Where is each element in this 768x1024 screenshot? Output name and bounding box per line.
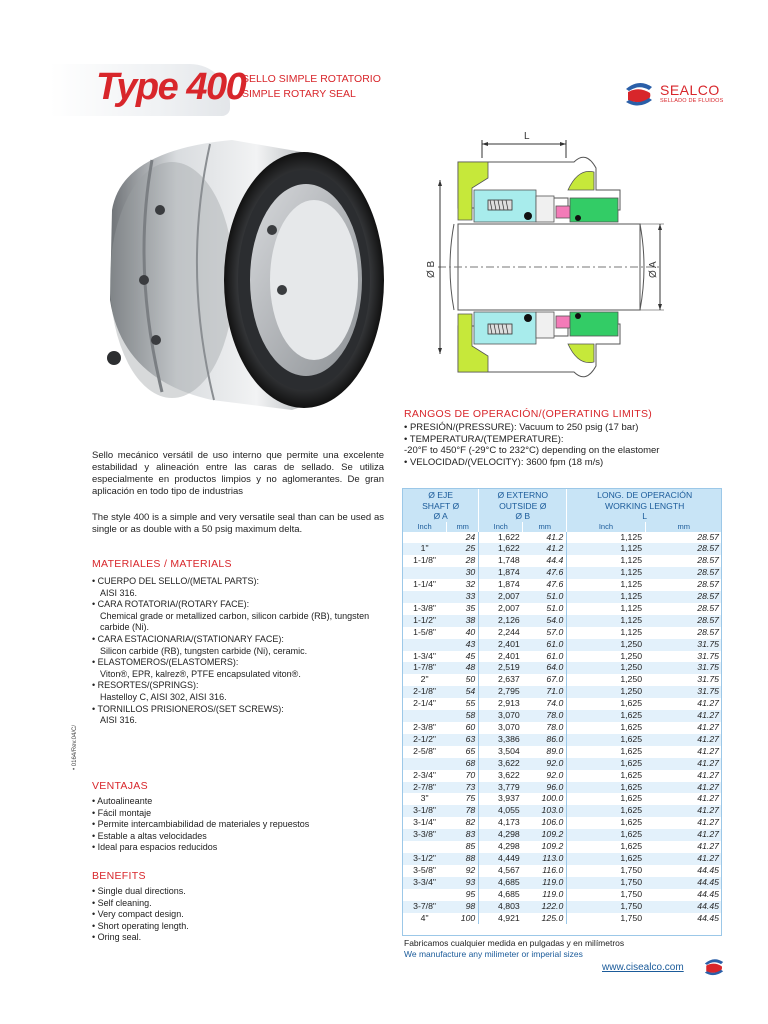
table-cell: 41.27 — [645, 829, 722, 841]
table-cell: 1,625 — [567, 710, 645, 722]
materials-item-label: • TORNILLOS PRISIONEROS/(SET SCREWS): — [92, 703, 284, 714]
table-cell: 1,250 — [567, 674, 645, 686]
list-item: • Single dual directions. — [92, 886, 186, 896]
list-item: • Oring seal. — [92, 932, 142, 943]
table-cell: 41.27 — [697, 769, 719, 780]
table-cell: 1,625 — [567, 758, 645, 770]
table-cell: 40 — [465, 626, 476, 637]
table-cell: 1,125 — [567, 603, 645, 615]
footer-note-es: Fabricamos cualquier medida en pulgadas y en milímetros — [404, 938, 625, 948]
table-cell: 63 — [447, 734, 479, 746]
table-cell: 1,625 — [567, 793, 645, 805]
table-cell: 3-1/8" — [403, 805, 447, 817]
table-cell: 44.45 — [645, 901, 722, 913]
table-row — [403, 793, 723, 805]
table-cell: 1,625 — [567, 722, 645, 734]
table-cell: 2-7/8" — [403, 782, 447, 794]
table-cell: 57.0 — [546, 626, 564, 637]
list-item: • Fácil montaje — [92, 807, 152, 818]
table-cell: 78.0 — [546, 722, 564, 732]
list-item: • Self cleaning. — [92, 897, 152, 908]
table-cell: 1,125 — [567, 615, 645, 627]
unit-cell: mm — [447, 522, 479, 532]
table-cell: 38 — [447, 615, 479, 627]
table-cell: 2,126 — [479, 615, 523, 627]
table-row — [403, 710, 723, 722]
table-cell: 2-1/4" — [413, 698, 437, 709]
table-cell: 2-3/4" — [413, 769, 437, 780]
brand-name: SEALCO — [660, 82, 720, 98]
table-cell: 41.27 — [697, 698, 719, 709]
table-cell: 50 — [465, 674, 476, 685]
materials-item-detail: AISI 316. — [100, 587, 138, 598]
table-cell: 41.2 — [546, 531, 564, 542]
table-cell: 122.0 — [523, 901, 567, 913]
unit-cell: mm — [645, 522, 722, 532]
table-cell: 41.27 — [697, 722, 719, 732]
table-row — [403, 889, 723, 901]
table-cell: 41.27 — [645, 710, 722, 722]
table-cell: 41.27 — [645, 853, 722, 865]
table-cell: 4,685 — [479, 889, 523, 901]
table-cell: 65 — [465, 745, 476, 756]
table-cell: 28 — [465, 555, 476, 566]
benefits-heading: BENEFITS — [92, 870, 146, 882]
table-cell: 2,795 — [479, 686, 523, 698]
table-cell: 2,519 — [479, 662, 523, 674]
table-row — [403, 877, 723, 889]
table-cell: 98 — [447, 901, 479, 913]
table-cell: 1,750 — [567, 877, 645, 889]
table-cell: 1,874 — [479, 579, 523, 591]
table-cell: 75 — [465, 793, 476, 804]
list-item: • TEMPERATURA/(TEMPERATURE): — [404, 433, 564, 445]
operating-limits-heading: RANGOS DE OPERACIÓN/(OPERATING LIMITS) — [404, 408, 653, 420]
table-row — [403, 841, 723, 853]
table-cell: 28.57 — [697, 531, 719, 542]
list-item: • Estable a altas velocidades — [92, 830, 207, 841]
table-cell: 1-5/8" — [413, 626, 437, 637]
table-cell: 31.75 — [645, 639, 722, 651]
list-item: • Ideal para espacios reducidos — [92, 842, 218, 853]
table-cell: 88 — [447, 853, 479, 865]
header-working-length: LONG. DE OPERACIÓN WORKING LENGTH L — [567, 488, 722, 522]
table-row — [403, 686, 723, 698]
table-cell: 41.27 — [697, 841, 719, 852]
table-cell: 95 — [465, 888, 476, 899]
table-cell: 1,622 — [479, 532, 523, 544]
table-cell: 28.57 — [697, 626, 719, 637]
table-cell: 60 — [465, 722, 476, 732]
table-cell: 2,007 — [479, 603, 523, 615]
table-cell: 125.0 — [541, 912, 564, 923]
table-cell: 61.0 — [546, 650, 564, 661]
benefits-list — [92, 886, 384, 944]
table-cell: 78 — [447, 805, 479, 817]
table-row — [403, 627, 723, 639]
list-item: • Short operating length. — [92, 920, 189, 931]
table-cell: 1,625 — [567, 805, 645, 817]
table-cell: 28.57 — [645, 567, 722, 579]
size-table — [402, 488, 722, 924]
unit-cell: Inch — [479, 522, 523, 532]
table-cell: 61.0 — [523, 639, 567, 651]
table-cell: 85 — [465, 841, 476, 852]
table-cell — [403, 758, 447, 770]
table-cell: 51.0 — [546, 602, 564, 613]
page-title: Type 400 — [96, 66, 246, 108]
table-cell: 78.0 — [523, 710, 567, 722]
table-cell: 2-5/8" — [413, 745, 437, 756]
ventajas-list — [92, 796, 384, 854]
document-code: • 0164/Rev.04/C/ — [72, 724, 78, 770]
table-row — [403, 662, 723, 674]
table-row — [403, 532, 723, 544]
table-cell: 47.6 — [523, 567, 567, 579]
table-cell: 3,386 — [479, 734, 523, 746]
table-cell: 44.45 — [697, 888, 719, 899]
table-cell: 3,779 — [479, 782, 523, 794]
list-item: • PRESIÓN/(PRESSURE): Vacuum to 250 psig (17 bar) — [404, 422, 639, 433]
table-row — [403, 853, 723, 865]
materials-item-label: • ELASTOMEROS/(ELASTOMERS): — [92, 657, 239, 668]
table-cell: 2" — [420, 674, 429, 685]
footer-note-en: We manufacture any milimeter or imperial sizes — [404, 949, 583, 959]
table-cell: 1,125 — [567, 555, 645, 567]
list-item: • Autoalineante — [92, 796, 153, 806]
table-cell: 24 — [465, 531, 476, 542]
table-cell: 1,625 — [567, 829, 645, 841]
header-shaft: Ø EJE SHAFT Ø Ø A — [403, 488, 479, 522]
table-cell: 1-1/8" — [413, 555, 437, 566]
table-cell — [403, 710, 447, 722]
table-cell: 1,125 — [567, 532, 645, 544]
table-cell: 83 — [447, 829, 479, 841]
table-cell: 28.57 — [645, 543, 722, 555]
table-cell: 1,750 — [567, 889, 645, 901]
materials-item-label: • CARA ESTACIONARIA/(STATIONARY FACE): — [92, 633, 284, 644]
table-cell: 58 — [447, 710, 479, 722]
table-cell: 2,401 — [479, 651, 523, 663]
list-item: -20°F to 450°F (-29°C to 232°C) depending on the elastomer — [404, 445, 660, 457]
table-cell: 31.75 — [697, 674, 719, 685]
table-cell: 3" — [420, 793, 429, 804]
table-row — [403, 543, 723, 555]
table-cell: 1,625 — [567, 817, 645, 829]
table-cell: 2,913 — [479, 698, 523, 710]
table-row — [403, 817, 723, 829]
table-cell: 103.0 — [523, 805, 567, 817]
table-units-row — [403, 522, 723, 532]
table-cell: 74.0 — [546, 698, 564, 709]
table-cell: 54.0 — [523, 615, 567, 627]
table-cell: 51.0 — [523, 591, 567, 603]
list-item: • Permite intercambiabilidad de materiales y repuestos — [92, 819, 310, 830]
table-cell: 4,055 — [479, 805, 523, 817]
table-cell: 1,625 — [567, 734, 645, 746]
materials-item-detail: Silicon carbide (RB), tungsten carbide (Ni), ceramic. — [100, 645, 308, 656]
table-cell: 30 — [447, 567, 479, 579]
table-cell: 1,750 — [567, 865, 645, 877]
table-cell: 3,937 — [479, 793, 523, 805]
table-cell: 41.27 — [697, 745, 719, 756]
table-cell — [403, 841, 447, 853]
table-cell: 1,625 — [567, 841, 645, 853]
table-cell: 64.0 — [523, 662, 567, 674]
table-cell: 109.2 — [523, 829, 567, 841]
operating-limits-list — [404, 422, 724, 469]
table-cell: 41.27 — [645, 734, 722, 746]
table-cell: 113.0 — [523, 853, 567, 865]
table-row — [403, 567, 723, 579]
table-cell: 44.45 — [697, 864, 719, 875]
table-cell: 41.27 — [645, 758, 722, 770]
table-cell: 100 — [460, 912, 476, 923]
table-cell: 3-1/2" — [403, 853, 447, 865]
unit-cell: Inch — [567, 522, 645, 532]
table-cell — [403, 591, 447, 603]
table-cell: 2,401 — [479, 639, 523, 651]
table-cell: 1,625 — [567, 698, 645, 710]
table-cell: 3,504 — [479, 746, 523, 758]
table-cell: 1,250 — [567, 686, 645, 698]
materials-heading: MATERIALES / MATERIALS — [92, 558, 232, 570]
sealco-logo-icon — [702, 957, 726, 977]
table-row — [403, 805, 723, 817]
table-cell: 1-1/4" — [413, 579, 437, 590]
table-cell: 1,874 — [479, 567, 523, 579]
table-cell: 41.2 — [523, 543, 567, 555]
table-cell: 92 — [465, 864, 476, 875]
table-row — [403, 746, 723, 758]
table-cell: 47.6 — [546, 579, 564, 590]
table-cell: 1,748 — [479, 555, 523, 567]
table-cell: 1" — [403, 543, 447, 555]
table-cell: 92.0 — [523, 758, 567, 770]
table-cell: 1,625 — [567, 746, 645, 758]
table-cell: 1,250 — [567, 639, 645, 651]
dimension-a-label: Ø A — [648, 261, 659, 278]
materials-item-label: • CARA ROTATORIA/(ROTARY FACE): — [92, 599, 250, 610]
table-cell: 1,625 — [567, 853, 645, 865]
table-cell: 4,298 — [479, 829, 523, 841]
subtitle-es: SELLO SIMPLE ROTATORIO — [242, 73, 381, 85]
table-cell: 119.0 — [523, 877, 567, 889]
table-row — [403, 758, 723, 770]
list-item: • Very compact design. — [92, 909, 184, 920]
table-cell: 28.57 — [697, 555, 719, 566]
table-cell — [403, 532, 447, 544]
table-cell: 92.0 — [546, 769, 564, 780]
brand-tagline: SELLADO DE FLUIDOS — [660, 98, 724, 104]
table-cell: 44.45 — [645, 877, 722, 889]
table-cell: 43 — [447, 639, 479, 651]
table-cell: 31.75 — [697, 650, 719, 661]
table-cell: 109.2 — [541, 841, 564, 852]
table-cell: 106.0 — [541, 817, 564, 828]
table-cell: 1,622 — [479, 543, 523, 555]
table-cell: 2-3/8" — [413, 722, 437, 732]
table-cell: 28.57 — [645, 615, 722, 627]
table-row — [403, 591, 723, 603]
table-cell: 31.75 — [645, 662, 722, 674]
table-row — [403, 901, 723, 913]
table-cell: 86.0 — [523, 734, 567, 746]
table-header-row — [403, 488, 723, 522]
table-cell: 100.0 — [541, 793, 564, 804]
table-cell: 4,567 — [479, 865, 523, 877]
table-cell: 44.45 — [697, 912, 719, 923]
table-cell: 2,007 — [479, 591, 523, 603]
unit-cell: mm — [523, 522, 567, 532]
table-cell: 1,125 — [567, 591, 645, 603]
table-cell: 4,921 — [479, 913, 523, 925]
table-row — [403, 865, 723, 877]
table-cell: 1,125 — [567, 543, 645, 555]
table-cell — [403, 567, 447, 579]
table-cell: 3-3/4" — [403, 877, 447, 889]
sealco-logo-icon — [622, 80, 656, 108]
dimension-l-label: L — [524, 131, 530, 142]
table-cell: 31.75 — [645, 686, 722, 698]
table-row — [403, 913, 723, 925]
cross-section-drawing — [418, 128, 680, 400]
table-cell: 41.27 — [645, 805, 722, 817]
materials-item-detail: Chemical grade or metallized carbon, silicon carbide (RB), tungsten carbide (Ni). — [100, 610, 370, 633]
table-cell: 44.4 — [546, 555, 564, 566]
table-cell: 3,070 — [479, 722, 523, 734]
table-cell: 3,622 — [479, 758, 523, 770]
table-row — [403, 770, 723, 782]
table-cell: 116.0 — [542, 864, 564, 875]
table-cell: 71.0 — [523, 686, 567, 698]
materials-item-detail: Hastelloy C, AISI 302, AISI 316. — [100, 691, 227, 702]
table-cell: 3-7/8" — [403, 901, 447, 913]
table-cell: 32 — [465, 579, 476, 590]
table-cell: 3,070 — [479, 710, 523, 722]
table-cell: 1,125 — [567, 627, 645, 639]
table-cell — [403, 639, 447, 651]
table-cell: 68 — [447, 758, 479, 770]
table-cell: 28.57 — [697, 602, 719, 613]
table-cell: 41.27 — [645, 782, 722, 794]
table-row — [403, 734, 723, 746]
table-cell: 25 — [447, 543, 479, 555]
table-cell: 41.27 — [697, 817, 719, 828]
table-row — [403, 651, 723, 663]
table-cell: 4,685 — [479, 877, 523, 889]
table-cell: 93 — [447, 877, 479, 889]
table-cell: 1,750 — [567, 901, 645, 913]
table-cell: 4,803 — [479, 901, 523, 913]
table-cell: 3-3/8" — [403, 829, 447, 841]
table-cell: 4,173 — [479, 817, 523, 829]
table-cell: 2,244 — [479, 627, 523, 639]
table-cell: 3,622 — [479, 770, 523, 782]
table-cell: 1-3/8" — [413, 602, 437, 613]
table-cell: 28.57 — [645, 591, 722, 603]
table-cell: 73 — [447, 782, 479, 794]
table-cell: 119.0 — [542, 888, 564, 899]
table-row — [403, 603, 723, 615]
table-cell: 1-1/2" — [403, 615, 447, 627]
table-cell: 1,250 — [567, 651, 645, 663]
table-row — [403, 639, 723, 651]
table-cell: 1,750 — [567, 913, 645, 925]
table-row — [403, 698, 723, 710]
table-cell: 1,250 — [567, 662, 645, 674]
table-cell: 28.57 — [697, 579, 719, 590]
table-row — [403, 782, 723, 794]
table-cell: 82 — [465, 817, 476, 828]
table-cell: 4,449 — [479, 853, 523, 865]
materials-item-detail: Viton®, EPR, kalrez®, PTFE encapsulated viton®. — [100, 668, 301, 679]
table-row — [403, 722, 723, 734]
table-cell: 33 — [447, 591, 479, 603]
table-body — [403, 532, 723, 925]
table-cell: 67.0 — [546, 674, 564, 685]
materials-item-detail: AISI 316. — [100, 715, 138, 726]
table-row — [403, 579, 723, 591]
materials-item-label: • RESORTES/(SPRINGS): — [92, 680, 199, 691]
table-cell: 1,125 — [567, 579, 645, 591]
page-subtitle — [242, 72, 381, 102]
website-link[interactable]: www.cisealco.com — [602, 962, 684, 973]
table-cell: 70 — [465, 769, 476, 780]
seal-photo — [92, 130, 390, 420]
table-cell: 2-1/8" — [403, 686, 447, 698]
table-row — [403, 615, 723, 627]
table-row — [403, 829, 723, 841]
table-row — [403, 555, 723, 567]
table-cell: 96.0 — [523, 782, 567, 794]
table-cell: 45 — [465, 650, 476, 661]
table-cell — [403, 889, 447, 901]
header-outside: Ø EXTERNO OUTSIDE Ø Ø B — [479, 488, 567, 522]
table-cell: 4" — [420, 912, 429, 923]
table-cell: 4,298 — [479, 841, 523, 853]
description-en: The style 400 is a simple and very versatile seal than can be used as single or as double with a 50 psig maximum delta. — [92, 512, 384, 535]
table-cell: 54 — [447, 686, 479, 698]
list-item: • VELOCIDAD/(VELOCITY): 3600 fpm (18 m/s) — [404, 457, 604, 469]
materials-list — [92, 576, 384, 727]
table-cell: 1,625 — [567, 782, 645, 794]
table-cell: 2-1/2" — [403, 734, 447, 746]
subtitle-en: SIMPLE ROTARY SEAL — [242, 88, 356, 100]
table-cell: 1,625 — [567, 770, 645, 782]
description-es: Sello mecánico versátil de uso interno que permite una excelente estabilidad y alineación entre las caras de sellado. Se utiliza especialmente en productos limpios y no aglomerantes. De gran aplicación en todo tipo de industrias — [92, 450, 384, 497]
table-cell: 89.0 — [546, 745, 564, 756]
table-row — [403, 674, 723, 686]
table-cell: 1,125 — [567, 567, 645, 579]
table-cell: 41.27 — [697, 793, 719, 804]
table-cell: 2,637 — [479, 674, 523, 686]
table-cell: 3-1/4" — [413, 817, 437, 828]
table-cell: 55 — [465, 698, 476, 709]
materials-item-label: • CUERPO DEL SELLO/(METAL PARTS): — [92, 576, 260, 586]
unit-cell: Inch — [403, 522, 447, 532]
table-cell: 35 — [465, 602, 476, 613]
table-cell: 3-5/8" — [413, 864, 437, 875]
ventajas-heading: VENTAJAS — [92, 780, 148, 792]
table-cell: 1-3/4" — [413, 650, 437, 661]
table-cell: 1-7/8" — [403, 662, 447, 674]
table-cell: 48 — [447, 662, 479, 674]
dimension-b-label: Ø B — [426, 260, 437, 278]
